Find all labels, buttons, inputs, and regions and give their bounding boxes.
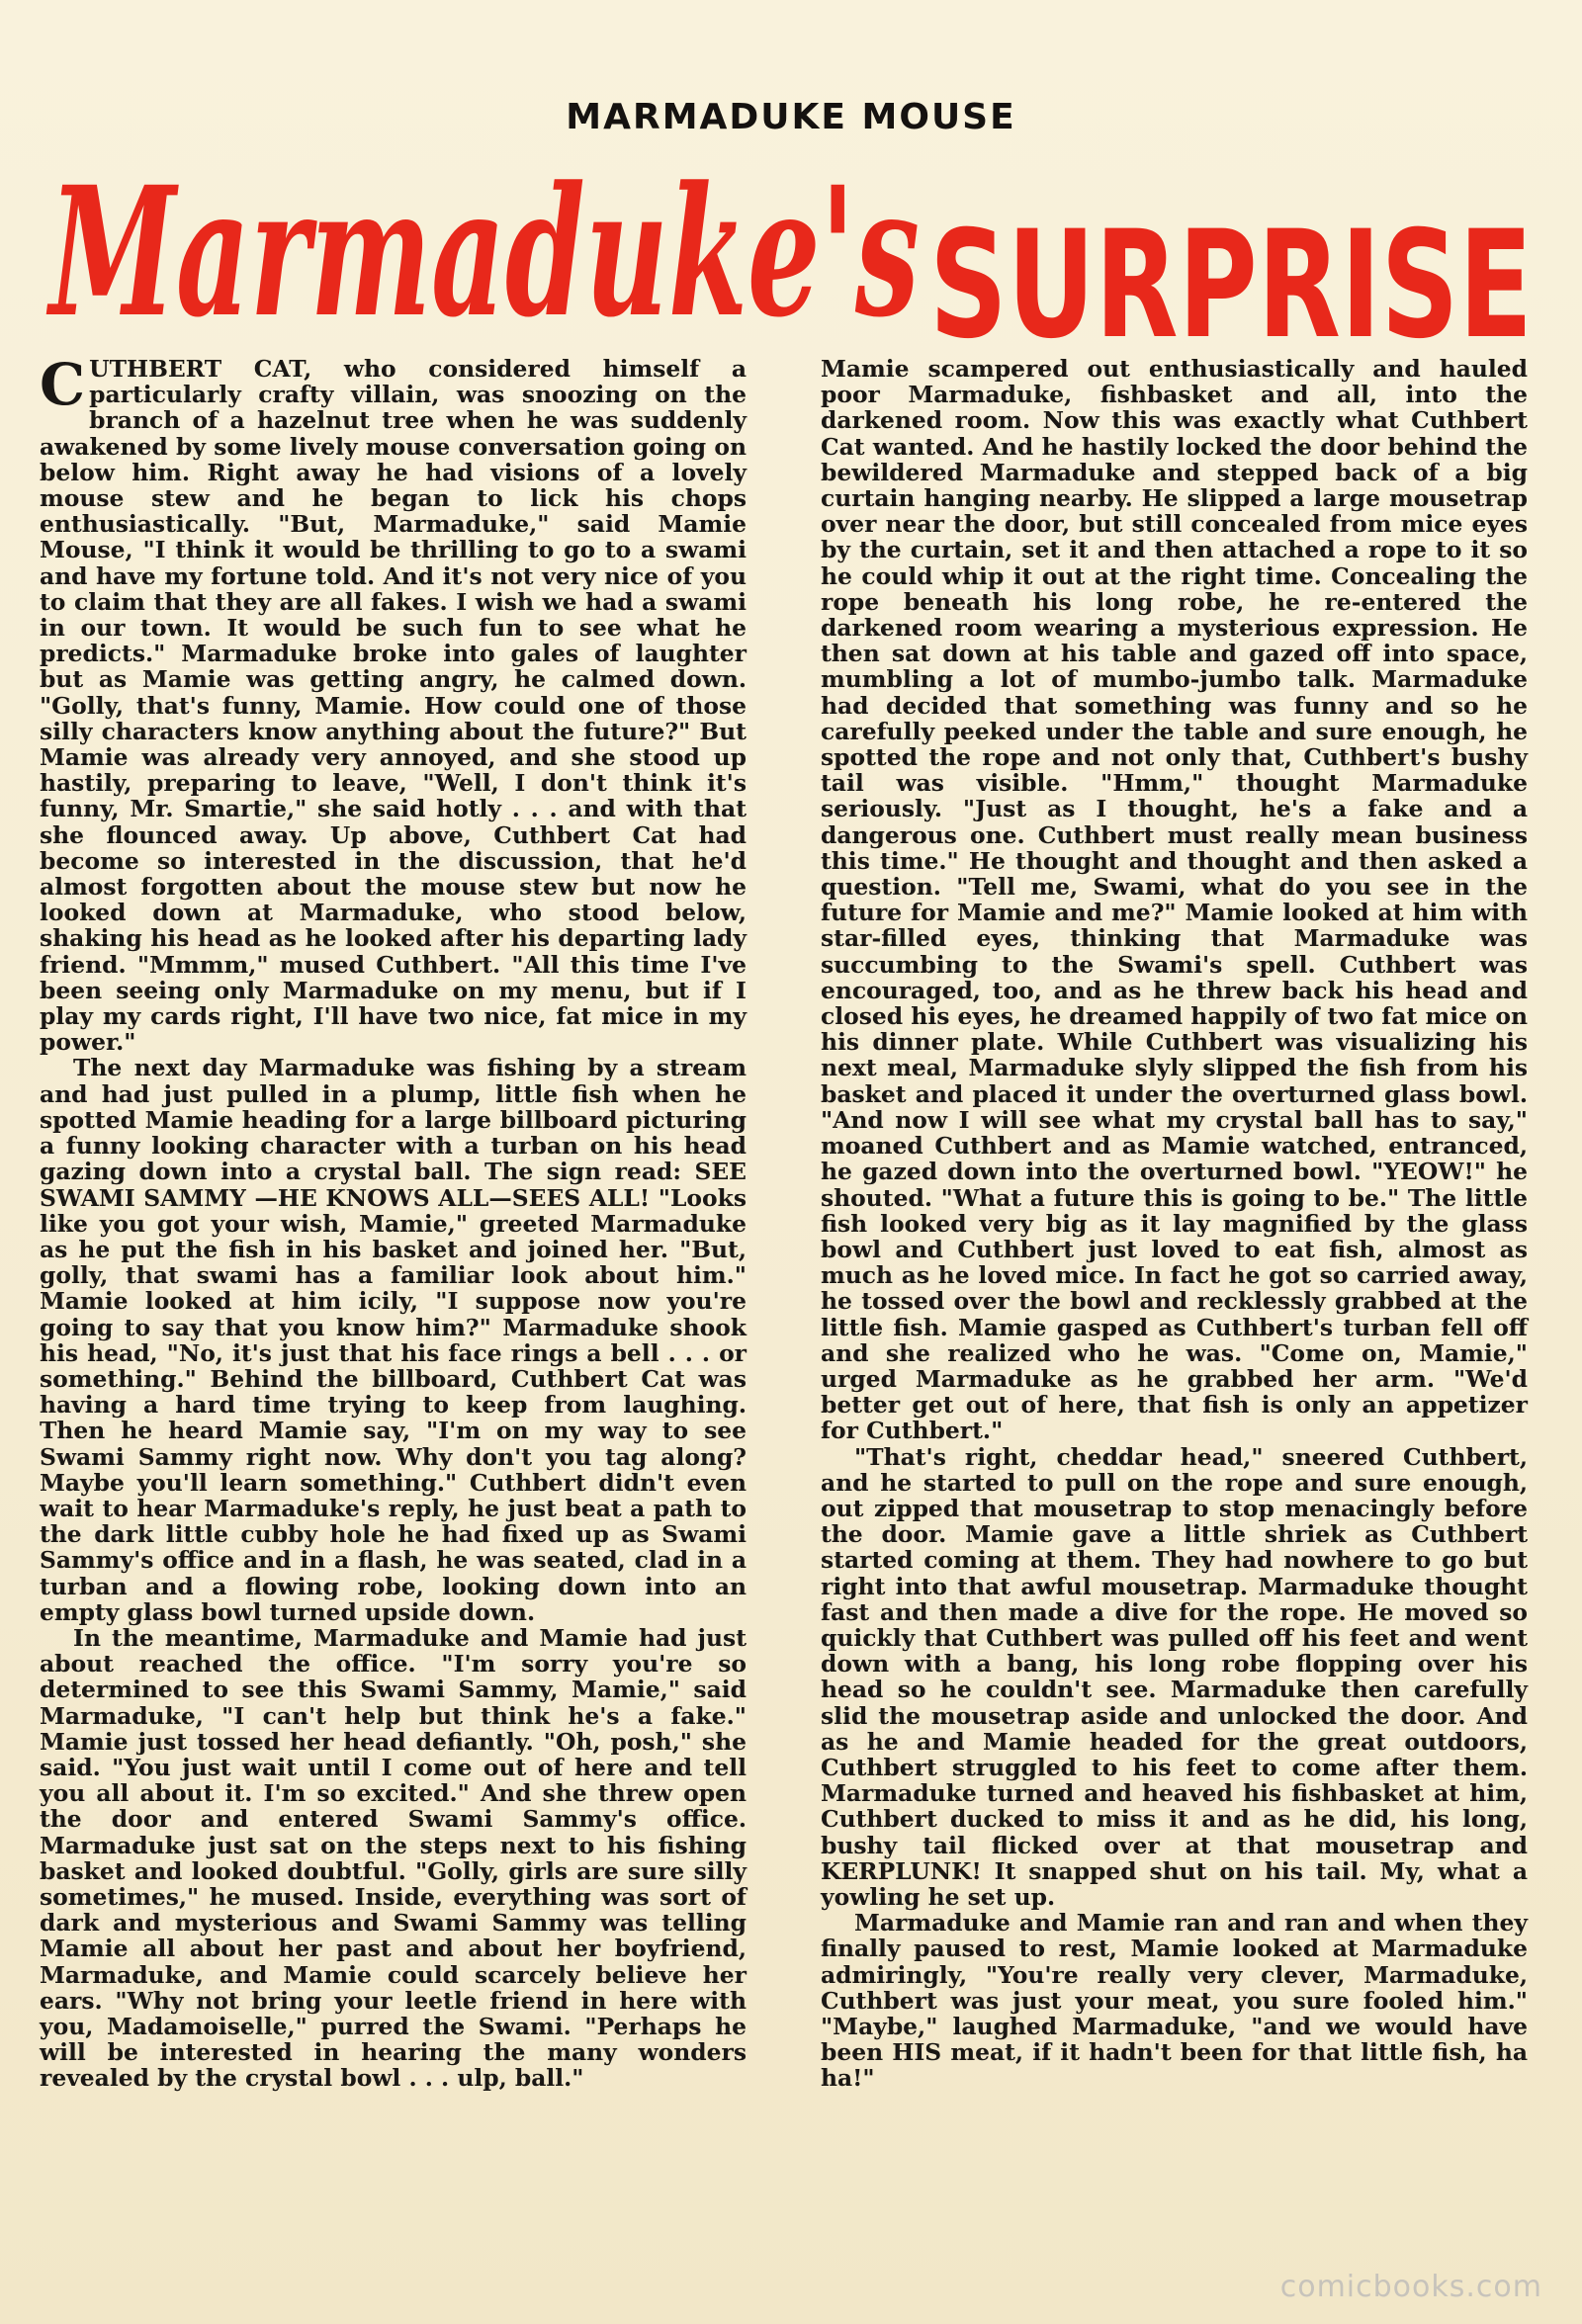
story-paragraph	[40, 351, 747, 1057]
story-title-caps: SURPRISE	[929, 200, 1533, 356]
story-paragraph-text: UTHBERT CAT, who considered himself a particularly crafty villain, was snoozing on the branch of a hazelnut tree when he was suddenly awakened by some lively mouse conversation going on below him. Right away he had visions of a lovely mouse stew and he began to lick his chops enthusiastically. "But, Marmaduke," said Mamie Mouse, "I think it would be thrilling to go to a swami and have my fortune told. And it's not very nice of you to claim that they are all fakes. I wish we had a swami in our town. It would be such fun to see what he predicts." Marmaduke broke into gales of laughter but as Mamie was getting angry, he calmed down. "Golly, that's funny, Mamie. How could one of those silly characters know anything about the future?" But Mamie was already very annoyed, and she stood up hastily, preparing to leave, "Well, I don't think it's funny, Mr. Smartie," she said hotly . . . and with that she flounced away. Up above, Cuthbert Cat had become so interested in the discussion, that he'd almost forgotten about the mouse stew but now he looked down at Marmaduke, who stood below, shaking his head as he looked after his departing lady friend. "Mmmm," mused Cuthbert. "All this time I've been seeing only Marmaduke on my menu, but if I play my cards right, I'll have two nice, fat mice in my power."	[40, 355, 747, 1057]
story-column-left	[40, 351, 747, 2093]
story-paragraph: In the meantime, Marmaduke and Mamie had just about reached the office. "I'm sorry you're so determined to see this Swami Sammy, Mamie," said Marmaduke, "I can't help but think he's a fake." Mamie just tossed her head defiantly. "Oh, posh," she said. "You just wait until I come out of here and tell you all about it. I'm so excited." And she threw open the door and entered Swami Sammy's office. Marmaduke just sat on the steps next to his fishing basket and looked doubtful. "Golly, girls are sure silly sometimes," he mused. Inside, everything was sort of dark and mysterious and Swami Sammy was telling Mamie all about her past and about her boyfriend, Marmaduke, and Mamie could scarcely believe her ears. "Why not bring your leetle friend in here with you, Madamoiselle," purred the Swami. "Perhaps he will be interested in hearing the many wonders revealed by the crystal bowl . . . ulp, ball."	[40, 1623, 747, 2093]
drop-cap: C	[40, 351, 86, 418]
story-paragraph: "That's right, cheddar head," sneered Cuthbert, and he started to pull on the rope and sure enough, out zipped that mousetrap to stop menacingly before the door. Mamie gave a little shriek as Cuthbert started coming at them. They had nowhere to go but right into that awful mousetrap. Marmaduke thought fast and then made a dive for the rope. He moved so quickly that Cuthbert was pulled off his feet and went down with a bang, his long robe flopping over his head so he couldn't see. Marmaduke then carefully slid the mousetrap aside and unlocked the door. And as he and Mamie headed for the great outdoors, Cuthbert struggled to his feet to come after them. Marmaduke turned and heaved his fishbasket at him, Cuthbert ducked to miss it and as he did, his long, bushy tail flicked over at that mousetrap and KERPLUNK! It snapped shut on his tail. My, what a yowling he set up.	[821, 1442, 1528, 1911]
story-paragraph: The next day Marmaduke was fishing by a stream and had just pulled in a plump, little fish when he spotted Mamie heading for a large billboard picturing a funny looking character with a turban on his head gazing down into a crystal ball. The sign read: SEE SWAMI SAMMY —HE KNOWS ALL—SEES ALL! "Looks like you got your wish, Mamie," greeted Marmaduke as he put the fish in his basket and joined her. "But, golly, that swami has a familiar look about him." Mamie looked at him icily, "I suppose now you're going to say that you know him?" Marmaduke shook his head, "No, it's just that his face rings a bell . . . or something." Behind the billboard, Cuthbert Cat was having a hard time trying to keep from laughing. Then he heard Mamie say, "I'm on my way to see Swami Sammy right now. Why don't you tag along? Maybe you'll learn something." Cuthbert didn't even wait to hear Marmaduke's reply, he just beat a path to the dark little cubby hole he had fixed up as Swami Sammy's office and in a flash, he was seated, clad in a turban and a flowing robe, looking down into an empty glass bowl turned upside down.	[40, 1054, 747, 1626]
story-column-right	[821, 356, 1528, 2092]
story-paragraph: Marmaduke and Mamie ran and ran and when they finally paused to rest, Mamie looked at Marmaduke admiringly, "You're really very clever, Marmaduke, Cuthbert was just your meat, you sure fooled him." "Maybe," laughed Marmaduke, "and we would have been HIS meat, if it hadn't been for that little fish, ha ha!"	[821, 1909, 1528, 2093]
story-title	[40, 138, 1542, 356]
story-title-art	[40, 138, 1542, 356]
story-title-script: Marmaduke's	[45, 148, 920, 356]
story-paragraph: Mamie scampered out enthusiastically and hauled poor Marmaduke, fishbasket and all, into the darkened room. Now this was exactly what Cuthbert Cat wanted. And he hastily locked the door behind the bewildered Marmaduke and stepped back of a big curtain hanging nearby. He slipped a large mousetrap over near the door, but still concealed from mice eyes by the curtain, set it and then attached a rope to it so he could whip it out at the right time. Concealing the rope beneath his long robe, he re-entered the darkened room wearing a mysterious expression. He then sat down at his table and gazed off into space, mumbling a lot of mumbo-jumbo talk. Marmaduke had decided that something was funny and so he carefully peeked under the table and sure enough, he spotted the rope and not only that, Cuthbert's bushy tail was visible. "Hmm," thought Marmaduke seriously. "Just as I thought, he's a fake and a dangerous one. Cuthbert must really mean business this time." He thought and thought and then asked a question. "Tell me, Swami, what do you see in the future for Mamie and me?" Mamie looked at him with star-filled eyes, thinking that Marmaduke was succumbing to the Swami's spell. Cuthbert was encouraged, too, and as he threw back his head and closed his eyes, he dreamed happily of two fat mice on his dinner plate. While Cuthbert was visualizing his next meal, Marmaduke slyly slipped the fish from his basket and placed it under the overturned glass bowl. "And now I will see what my crystal ball has to say," moaned Cuthbert and as Mamie watched, entranced, he gazed down into the overturned bowl. "YEOW!" he shouted. "What a future this is going to be." The little fish looked very big as it lay magnified by the glass bowl and Cuthbert just loved to eat fish, almost as much as he loved mice. In fact he got so carried away, he tossed over the bowl and recklessly grabbed at the little fish. Mamie gasped as Cuthbert's turban fell off and she realized who he was. "Come on, Mamie," urged Marmaduke as he grabbed her arm. "We'd better get out of here, that fish is only an appetizer for Cuthbert."	[821, 355, 1528, 1445]
series-title: MARMADUKE MOUSE	[566, 97, 1016, 137]
watermark: comicbooks.com	[1279, 2270, 1542, 2304]
